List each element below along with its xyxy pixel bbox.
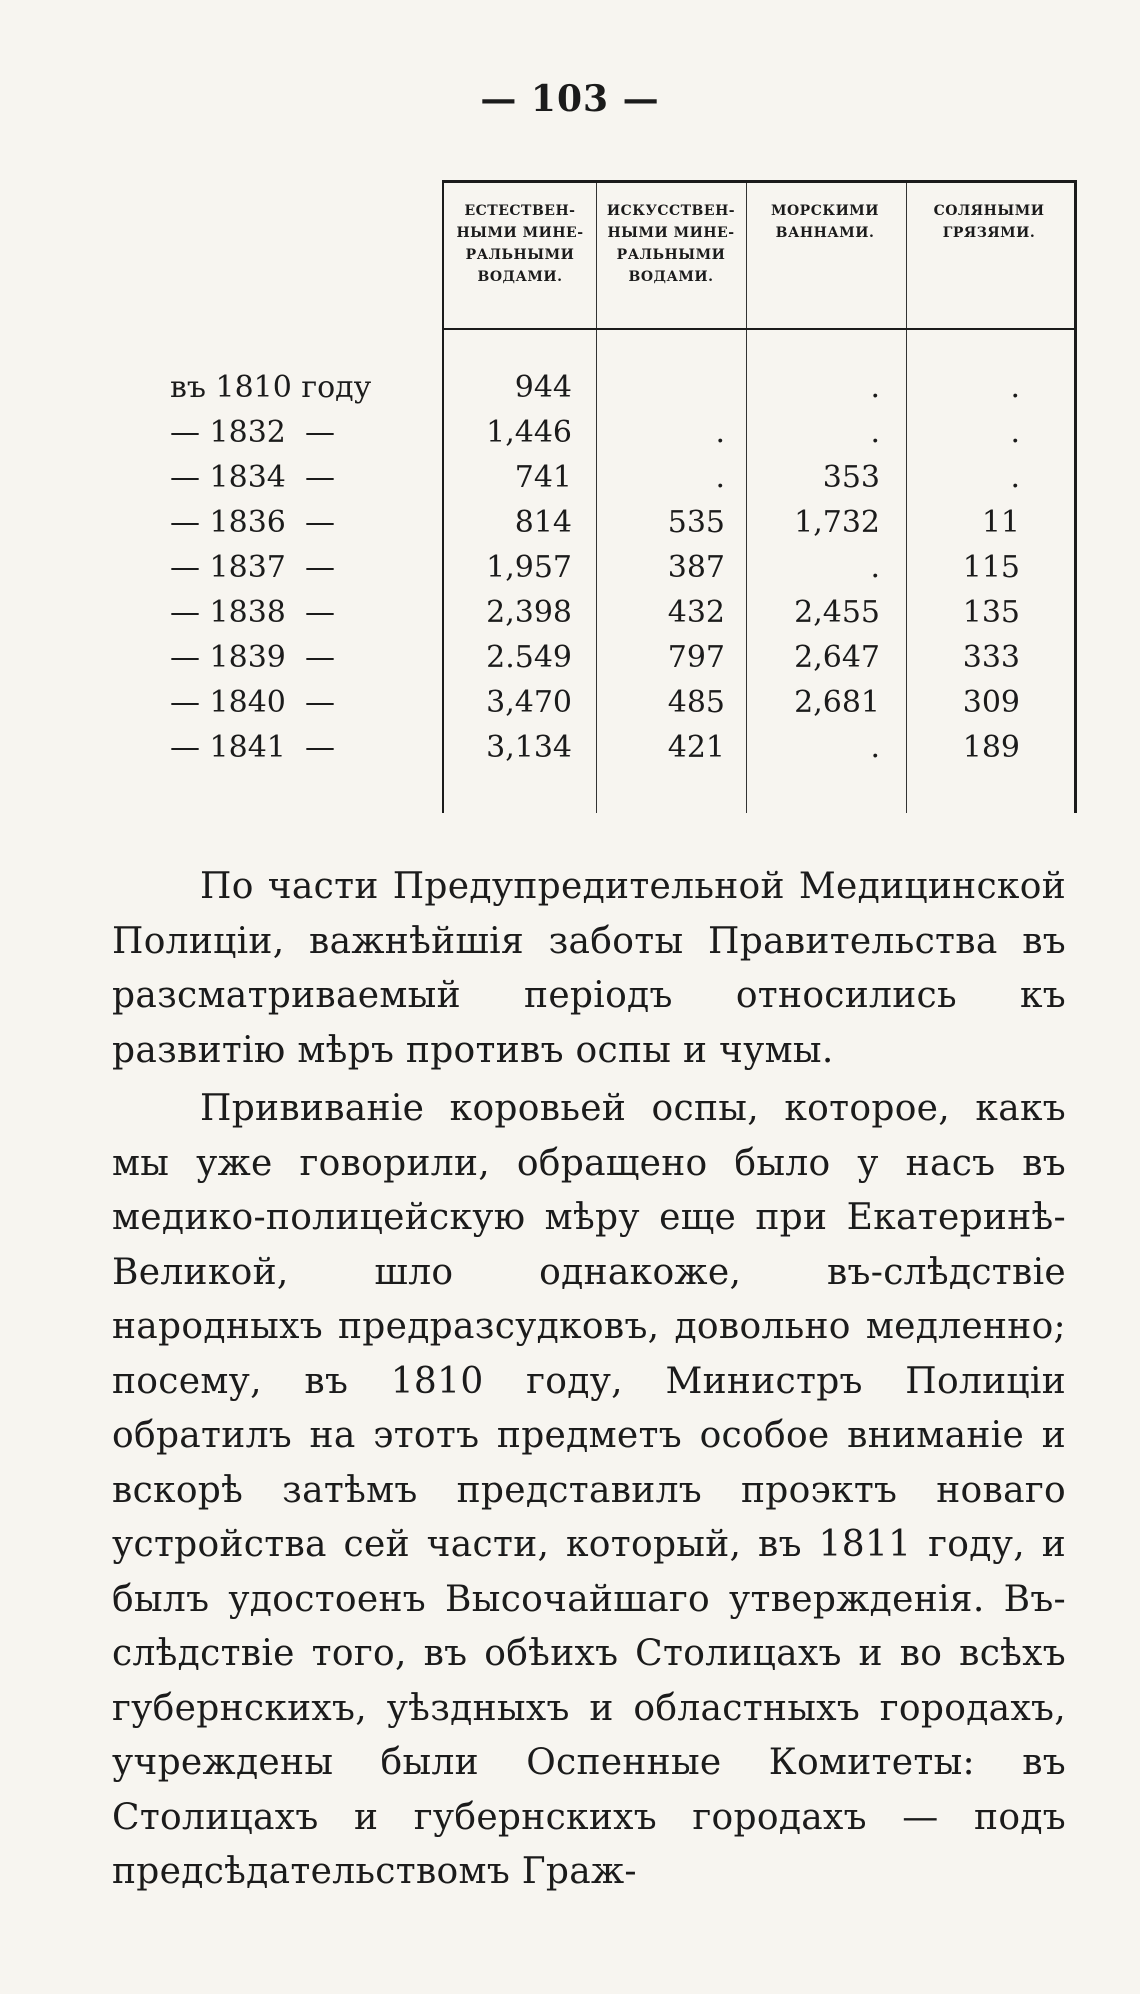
table-cell: 387 [667, 550, 725, 585]
table-cell: 3,134 [486, 730, 572, 765]
body-text [112, 860, 1066, 1900]
column-separator [596, 183, 597, 813]
paragraph: По части Предупредительной Медицинской Полиціи, важнѣйшія заботы Правительства въ разсматриваемый періодъ относились къ развитію мѣръ противъ оспы и чумы. [112, 866, 1066, 1071]
statistics-table [170, 180, 1070, 810]
table-cell: 2,681 [794, 685, 880, 720]
table-cell: 189 [962, 730, 1020, 765]
column-separator [746, 183, 747, 813]
table-cell: 2,455 [794, 595, 880, 630]
table-cell: 333 [962, 640, 1020, 675]
table-cell: 535 [667, 505, 725, 540]
row-label: — 1841 — [170, 730, 335, 765]
table-cell: 11 [981, 505, 1020, 540]
table-cell: 741 [514, 460, 572, 495]
row-label: — 1836 — [170, 505, 335, 540]
row-label: — 1837 — [170, 550, 335, 585]
table-cell: . [870, 550, 880, 585]
table-cell: 2.549 [486, 640, 572, 675]
paragraph: Прививаніе коровьей оспы, которое, какъ мы уже говорили, обращено было у насъ въ медико-полицейскую мѣру еще при Екатеринѣ-Великой, шло однакоже, въ-слѣдствіе народныхъ предразсудковъ, довольно медленно; посему, въ 1810 году, Министръ Полиціи обратилъ на этотъ предметъ особое вниманіе и вскорѣ затѣмъ представилъ проэктъ новаго устройства сей части, который, въ 1811 году, и былъ удостоенъ Высочайшаго утвержденія. Въ-слѣдствіе того, въ обѣихъ Столицахъ и во всѣхъ губернскихъ, уѣздныхъ и областныхъ городахъ, учреждены были Оспенные Комитеты: въ Столицахъ и губернскихъ городахъ — подъ предсѣдательствомъ Граж- [112, 1088, 1066, 1892]
column-separator [906, 183, 907, 813]
table-cell: . [870, 415, 880, 450]
table-cell: . [1010, 370, 1020, 405]
table-cell: 115 [962, 550, 1020, 585]
table-cell: 432 [667, 595, 725, 630]
table-cell: 814 [514, 505, 572, 540]
table-cell: 353 [822, 460, 880, 495]
table-cell: 797 [667, 640, 725, 675]
column-header-salt-muds: СОЛЯНЫМИ ГРЯЗЯМИ. [933, 203, 1045, 241]
table-cell: 421 [667, 730, 725, 765]
table-cell: 485 [667, 685, 725, 720]
page-number: — 103 — [480, 78, 660, 120]
table-cell: . [870, 730, 880, 765]
table-cell: . [715, 415, 725, 450]
table-cell: . [715, 460, 725, 495]
table-cell: 2,398 [486, 595, 572, 630]
table-cell: 1,446 [486, 415, 572, 450]
row-label: — 1832 — [170, 415, 335, 450]
table-cell: 944 [514, 370, 572, 405]
table-cell: 1,732 [794, 505, 880, 540]
table-cell: . [1010, 415, 1020, 450]
table-cell: 1,957 [486, 550, 572, 585]
row-label: — 1840 — [170, 685, 335, 720]
row-label: — 1834 — [170, 460, 335, 495]
row-label: — 1838 — [170, 595, 335, 630]
table-cell: 3,470 [486, 685, 572, 720]
table-cell: 309 [962, 685, 1020, 720]
column-header-sea-baths: МОРСКИМИ ВАННАМИ. [770, 203, 880, 241]
table-cell: 135 [962, 595, 1020, 630]
table-cell: . [870, 370, 880, 405]
table-cell: 2,647 [794, 640, 880, 675]
row-label: въ 1810 году [170, 370, 372, 405]
column-header-artificial-mineral-waters: ИСКУССТВЕН-НЫМИ МИНЕ-РАЛЬНЫМИ ВОДАМИ. [606, 203, 736, 285]
header-rule [442, 328, 1075, 330]
table-cell: . [1010, 460, 1020, 495]
row-label: — 1839 — [170, 640, 335, 675]
column-header-natural-mineral-waters: ЕСТЕСТВЕН-НЫМИ МИНЕ-РАЛЬНЫМИ ВОДАМИ. [456, 203, 584, 285]
